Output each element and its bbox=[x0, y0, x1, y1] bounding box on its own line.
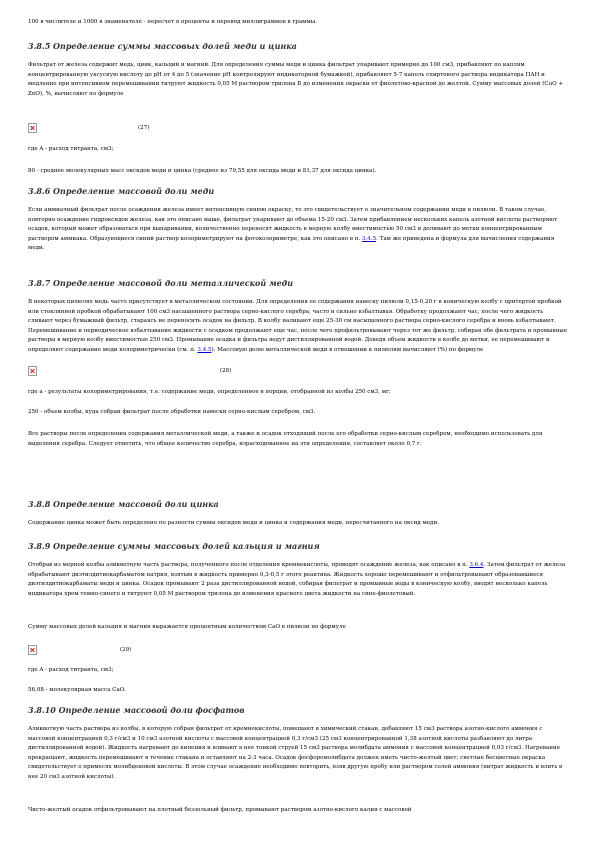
formula-number: (28) bbox=[220, 368, 232, 374]
paragraph-silver-note: Все растворы после определения содержания металлической меди, а также и осадок отходящий после его обработки серно-кислым серебром, необходимо использовать для выделения серебра. Следует отметить, что общее количество серебра, израсходованное на эти определения, составляет около 0,7 г. bbox=[28, 431, 543, 447]
section-link-3-4-5-b[interactable]: 3.4.5 bbox=[197, 346, 212, 353]
paragraph-3-8-9-formula-intro: Сумму массовых долей кальция и магния выражается процентным количеством CaO в пилюли по формуле bbox=[28, 624, 346, 630]
paragraph-29-where: где A - расход титранта, см3; bbox=[28, 667, 114, 673]
formula-number: (29) bbox=[120, 647, 132, 653]
paragraph-3-8-10: Аликвотную часть раствора из колбы, в которую собран фильтрат от кремнекислоты, помещают в химический стакан, добавляют 15 см3 раствора азотно-кислого аммония с массовой концентрацией 0,3 г/см3 и 10 см3 азотной кислоты с массовой концентрацией 0,3 г/см3 (25 см3 концентрированной 1,38 азотной кислоты разбавляют до литра дистиллированной водой). Жидкость нагревают до кипения и вливают в нее тонкой струей 15 см3 раствора молибдата аммония с массовой концентрацией 0,03 г/см3. Нагревание прекращают, жидкость перемешивают в течение стакана и оставляют на 2-3 часа. Осадок фосфоромолибдата должен иметь чисто-желтый цвет; светлые бесцветные окраска свидетельствует о примесях молибденовой кислоты. В этом случае осаждение необходимо повторить, взяв другую пробу или раствором солей аммония (нитрат жидкость и влить в нее 20 см3 азотной кислоты). bbox=[28, 726, 563, 780]
paragraph-last: Чисто-желтый осадок отфильтровывают на плотный беззольный фильтр, промывают раствором азотно-кислого калия с массовой bbox=[28, 807, 412, 813]
heading-3-8-6: 3.8.6 Определение массовой доли меди bbox=[28, 186, 215, 196]
formula-27 bbox=[28, 123, 228, 137]
paragraph-3-8-9: Отобрав из мерной колбы аликвотную часть раствора, полученного после отделения кремнекислоты, проводят осаждение железа, как описано в п. 3.6.4. Затем фильтрат от железа обрабатывают диэтилдитиокарбаматом натрия, взятым в жидкость примерно 0,3-0,5 г этого реактива. Жидкость хорошо перемешивают и отфильтровывают образовавшиеся диэтилдитиокарбаматы меди и цинка. Осадок промывают 2 раза дистиллированной водой, собирая фильтрат и промывные воды в коническую колбу, вводят несколько капель индикатора хром темно-синего и титруют 0,05 М раствором трилона до изменения красного цвета жидкости на сине-фиолетовый. bbox=[28, 562, 566, 597]
heading-3-8-10: 3.8.10 Определение массовой доли фосфатов bbox=[28, 705, 245, 715]
paragraph-27-legend: 80 - среднее молекулярных масс оксидов меди и цинка (среднее из 79,55 для оксида меди и 81,37 для оксида цинка). bbox=[28, 168, 377, 174]
paragraph-3-8-7: В некоторых пилюлях медь часто присутствует в металлическом состоянии. Для определения ее содержания навеску пилюли 0,15-0,20 г в коническую колбу с притертой пробкой или стеклянной пробкой обрабатывают 100 см3 насыщенного раствора серно-кислого серебра, часто и сильно взбалтывая. Обработку продолжают час, после чего жидкость сливают через бумажный фильтр, стараясь не переносить осадок на фильтр. В колбу наливают еще 25-30 см насыщенного раствора серно-кислого серебра и вновь взбалтывают. Перемешивание и периодическое взбалтывание жидкости с осадком продолжают еще час, после чего профильтровывают через тот же фильтр, собирая обе фильтрата и промывные растворы в мерную колбу вместимостью 250 см3. Промывание осадка и фильтра ведут дистиллированной водой. Доведя объем жидкости в колбе до метки, ее перемешивают и определяют содержание меди колориметрически (см. п. 3.4.5). Массовую долю металлической меди в отношении к пилюлям вычисляют (%) по формуле bbox=[28, 299, 567, 353]
formula-28 bbox=[28, 366, 288, 380]
heading-3-8-5: 3.8.5 Определение суммы массовых долей меди и цинка bbox=[28, 41, 297, 51]
broken-image-icon bbox=[28, 645, 37, 655]
formula-number: (27) bbox=[138, 125, 150, 131]
broken-image-icon bbox=[28, 366, 37, 376]
section-link-3-6-4[interactable]: 3.6.4 bbox=[469, 562, 484, 568]
paragraph-28-where: где a - результаты колориметрирования, т.е. содержание меди, определенное в порции, отобранной из колбы 250 см3, мг; bbox=[28, 389, 391, 395]
paragraph-29-legend: 56,08 - молекулярная масса CaO. bbox=[28, 687, 126, 693]
paragraph-28-legend: 250 - объем колбы, куда собран фильтрат после обработки навески серно-кислым серебром, см3. bbox=[28, 409, 316, 415]
intro-paragraph: 100 в числителе и 1000 в знаменателе - пересчет в проценты и перевод миллиграммов в граммы. bbox=[28, 19, 317, 25]
paragraph-27-where: где A - расход титранта, см3; bbox=[28, 146, 114, 152]
heading-3-8-8: 3.8.8 Определение массовой доли цинка bbox=[28, 499, 219, 509]
heading-3-8-9: 3.8.9 Определение суммы массовых долей кальция и магния bbox=[28, 541, 320, 551]
paragraph-3-8-6: Если аммиачный фильтрат после осаждения железа имеет интенсивную синюю окраску, то это свидетельствует о значительном содержании меди в пилюли. В таком случае, повторно осаждение гидроксидов железа, как это описано выше, фильтрат упаривают до объема 15-20 см3. Затем прибавлением нескольких капель азотной кислоты растворяют осадок, который может образоваться при выпаривании, количественно переносят жидкость в мерную колбу вместимостью 50 см3 и доливают до метки концентрированным раствором аммиака. Образующиеся синий раствор колориметрируют на фотоколориметре, как это описано в п. 3.4.5. Там же приведена и формула для вычисления содержания меди. bbox=[28, 207, 558, 252]
paragraph-3-8-8: Содержание цинка может быть определено по разности суммы оксидов меди и цинка и содержания меди, пересчитанного на оксид меди. bbox=[28, 520, 439, 526]
broken-image-icon bbox=[28, 123, 37, 133]
section-link-3-4-5[interactable]: 3.4.5 bbox=[361, 235, 377, 242]
heading-3-8-7: 3.8.7 Определение массовой доли металлической меди bbox=[28, 278, 294, 288]
paragraph-3-8-5: Фильтрат от железа содержит медь, цинк, кальций и магний. Для определения суммы меди и цинка фильтрат упаривают примерно до 100 см3, прибавляют по каплям концентрированную уксусную кислоту до pH от 4 до 5 (значение pH контролируют индикаторной бумажкой), прибавляют 5-7 капель спиртового раствора индикатора ПАН и медленно при интенсивном перемешивании титруют жидкость 0,05 М раствором трилона Б до изменения окраски от фиолетово-красной до желтой. Сумму массовых долей (CuO + ZnO), %, вычисляют по формуле bbox=[28, 62, 564, 97]
formula-29 bbox=[28, 645, 168, 659]
